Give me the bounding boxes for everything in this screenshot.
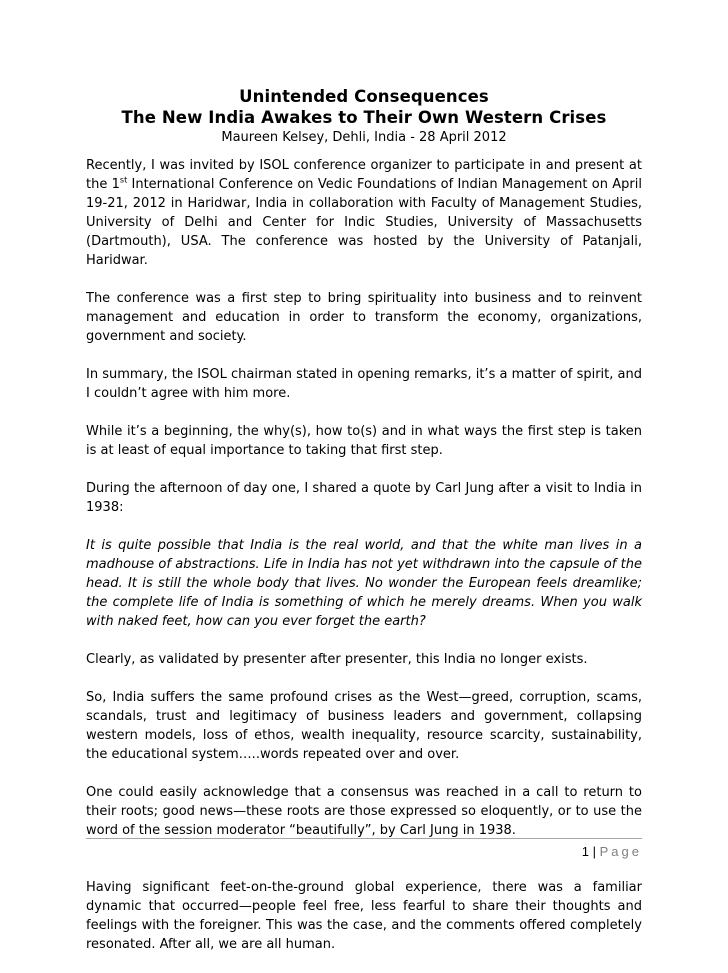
footer-separator: | — [592, 844, 596, 859]
paragraph-crises: So, India suffers the same profound crises as the West—greed, corruption, scams, scandals, trust and legitimacy of business leaders and government, collapsing western models, loss of ethos, wealth inequality, resource scarcity, sustainability, the educational system…..words repeated over and over. — [86, 690, 642, 762]
paragraph-intro-text-b: International Conference on Vedic Foundations of Indian Management on April 19-21, 2012 in Haridwar, India in collaboration with Faculty of Management Studies, University of Delhi and Center for Indic Studies, University of Massachusetts (Dartmouth), USA. The conference was hosted by the University of Patanjali, Haridwar. — [86, 177, 642, 268]
page-footer — [86, 838, 642, 861]
page-label: Page — [599, 844, 642, 859]
paragraph-experience: Having significant feet-on-the-ground global experience, there was a familiar dynamic that occurred—people feel free, less fearful to share their thoughts and feelings with the foreigner. This was the case, and the comments offered completely resonated. After all, we are all human. — [86, 880, 642, 952]
document-title: Unintended Consequences — [239, 87, 489, 106]
author-byline: Maureen Kelsey, Dehli, India - 28 April 2012 — [221, 130, 507, 145]
paragraph-conference-goal: The conference was a first step to bring spirituality into business and to reinvent management and education in order to transform the economy, organizations, government and society. — [86, 291, 642, 344]
paragraph-intro-text-a: Recently, I was invited by ISOL conference organizer to participate in and present at the 1 — [86, 158, 642, 192]
jung-quote: It is quite possible that India is the real world, and that the white man lives in a madhouse of abstractions. Life in India has not yet withdrawn into the capsule of the head. It is still the whole body that lives. No wonder the European feels dreamlike; the complete life of India is something of which he merely dreams. When you walk with naked feet, how can you ever forget the earth? — [86, 538, 642, 629]
paragraph-quote-intro: During the afternoon of day one, I shared a quote by Carl Jung after a visit to India in 1938: — [86, 481, 642, 515]
paragraph-validation: Clearly, as validated by presenter after presenter, this India no longer exists. — [86, 652, 588, 667]
paragraph-consensus: One could easily acknowledge that a consensus was reached in a call to return to their roots; good news—these roots are those expressed so eloquently, or to use the word of the session moderator “beautifully”, by Carl Jung in 1938. — [86, 785, 642, 838]
page-number: 1 — [581, 844, 589, 859]
document-subtitle: The New India Awakes to Their Own Western Crises — [121, 108, 607, 127]
paragraph-intro — [86, 156, 642, 270]
paragraph-beginning: While it’s a beginning, the why(s), how to(s) and in what ways the first step is taken is at least of equal importance to taking that first step. — [86, 424, 642, 458]
paragraph-summary: In summary, the ISOL chairman stated in opening remarks, it’s a matter of spirit, and I couldn’t agree with him more. — [86, 367, 642, 401]
ordinal-suffix: st — [119, 175, 128, 185]
document-header — [86, 86, 642, 147]
